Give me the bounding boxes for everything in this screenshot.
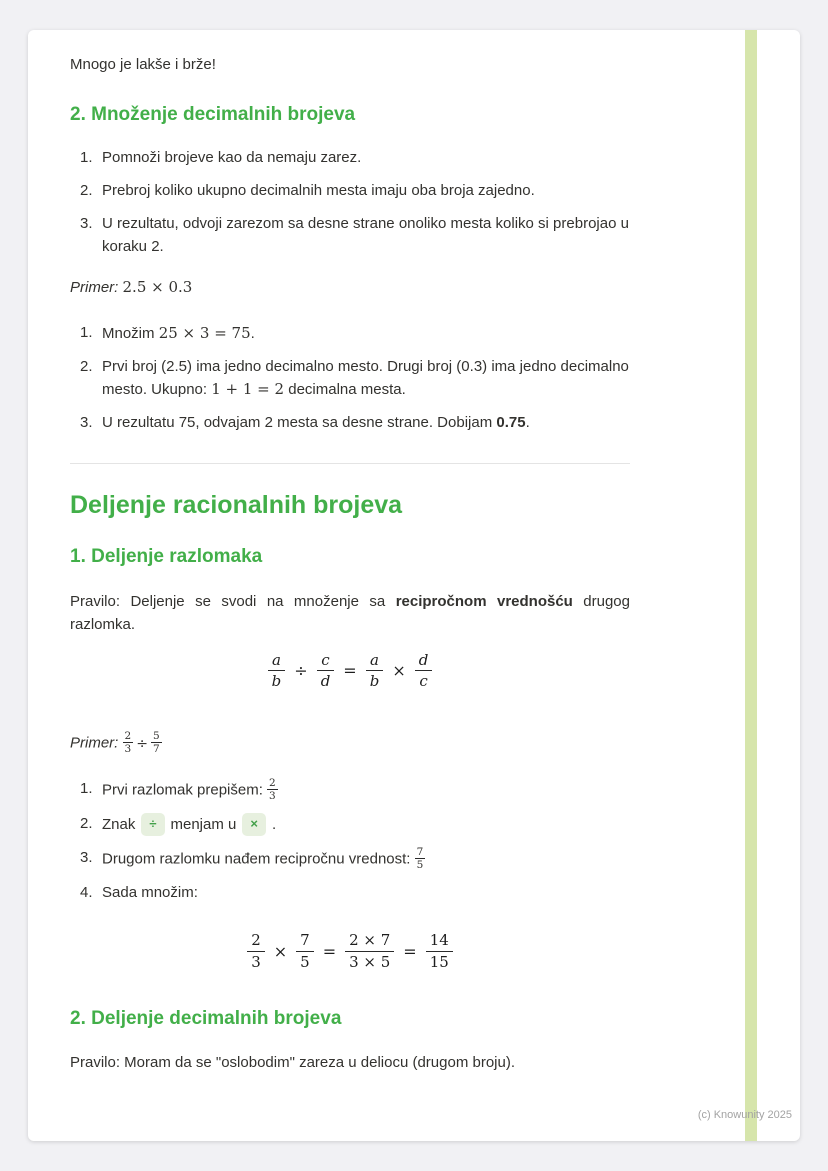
example-label: Primer: <box>70 279 119 297</box>
divide-operator: ÷ <box>294 661 308 681</box>
bold-result: 0.75 <box>496 414 526 432</box>
list-number: 1. <box>80 780 93 798</box>
inline-fraction <box>151 730 162 755</box>
text-run: . <box>250 324 255 342</box>
list-item-text: Sada množim: <box>102 884 198 902</box>
list-item <box>80 356 630 403</box>
fraction <box>366 651 384 692</box>
fraction-denominator: 3 <box>251 952 261 971</box>
fraction-denominator: 5 <box>416 859 424 872</box>
fraction <box>296 931 314 972</box>
text-run: Znak <box>102 816 136 834</box>
list-item-text <box>102 847 630 872</box>
list-item <box>80 813 630 837</box>
fraction-numerator: 5 <box>152 730 160 742</box>
list-item <box>80 322 630 346</box>
multiply-operator: × <box>392 661 406 681</box>
text-run: Prvi broj (2.5) ima jedno decimalno mesto. Drugi broj (0.3) ima jedno decimalno mesto. Ukupno: <box>102 357 629 399</box>
example-label-line <box>70 276 630 300</box>
fraction-numerator: 2 <box>247 931 265 952</box>
document-content <box>28 30 800 1141</box>
text-run: Drugom razlomku nađem recipročnu vrednost: <box>102 850 415 868</box>
list-item-text: Pomnoži brojeve kao da nemaju zarez. <box>102 149 362 167</box>
list-item-text <box>102 356 630 403</box>
formula-division-rule <box>70 651 630 692</box>
list-item <box>80 147 630 170</box>
text-run: decimalna mesta. <box>284 381 406 399</box>
equals-sign: = <box>322 941 337 961</box>
fraction <box>247 931 265 972</box>
fraction-denominator: 5 <box>300 952 310 971</box>
section-heading-multiplication: 2. Množenje decimalnih brojeva <box>70 103 356 125</box>
fraction-denominator: 3 × 5 <box>349 952 391 971</box>
text-run: . <box>525 414 530 432</box>
fraction-denominator: d <box>320 672 331 691</box>
formula-multiplication-result <box>70 931 630 972</box>
fraction <box>268 651 286 692</box>
list-number: 1. <box>80 323 93 341</box>
fraction-numerator: 14 <box>426 931 453 952</box>
text-run: U rezultatu 75, odvajam 2 mesta sa desne strane. Dobijam <box>102 414 497 432</box>
fraction-numerator: 2 <box>124 730 132 742</box>
fraction-numerator: d <box>415 651 433 672</box>
fraction-denominator: b <box>271 672 282 691</box>
fraction-denominator: 15 <box>429 952 449 971</box>
fraction <box>426 931 453 972</box>
list-item-text: Prebroj koliko ukupno decimalnih mesta imaju oba broja zajedno. <box>102 181 535 199</box>
fraction-numerator: c <box>317 651 335 672</box>
copyright-text: (c) Knowunity 2025 <box>697 1109 792 1121</box>
fraction-numerator: 7 <box>296 931 314 952</box>
section-heading-division: Deljenje racionalnih brojeva <box>70 491 403 520</box>
subsection-heading-fraction-division: 1. Deljenje razlomaka <box>70 546 263 568</box>
list-number: 2. <box>80 815 93 833</box>
list-number: 4. <box>80 884 93 902</box>
fraction-numerator: 7 <box>416 846 424 859</box>
list-number: 3. <box>80 849 93 867</box>
fraction-numerator: 2 <box>269 777 276 790</box>
multiply-operator: × <box>273 941 288 961</box>
fraction <box>415 651 433 692</box>
text-run: Prvi razlomak prepišem: <box>102 781 268 799</box>
multiplication-rules-list <box>70 147 630 258</box>
list-item <box>80 847 630 872</box>
divide-sign-badge: ÷ <box>141 813 164 836</box>
list-number: 3. <box>80 414 93 432</box>
inline-math: 25 × 3 = 75 <box>158 323 251 342</box>
list-item <box>80 412 630 435</box>
document-page <box>28 30 800 1141</box>
list-item-text <box>102 813 630 837</box>
example-expression: 2.5 × 0.3 <box>122 278 193 297</box>
list-number: 1. <box>80 149 93 167</box>
list-item <box>80 778 630 803</box>
inline-fraction <box>267 777 278 802</box>
intro-text: Mnogo je lakše i brže! <box>70 56 216 73</box>
text-run: drugog razlomka. <box>70 593 630 634</box>
list-item-text <box>102 778 630 803</box>
fraction <box>317 651 335 692</box>
text-run: . <box>271 816 277 834</box>
text-run: menjam u <box>170 816 237 834</box>
fraction-numerator: 2 × 7 <box>345 931 394 952</box>
list-item-text: U rezultatu, odvoji zarezom sa desne strane onoliko mesta koliko si prebrojao u koraku 2. <box>102 214 629 255</box>
multiplication-example-list <box>70 322 630 435</box>
equals-sign: = <box>343 661 357 681</box>
list-item-text <box>102 322 630 346</box>
list-item <box>80 213 630 259</box>
fraction-denominator: 3 <box>124 743 132 756</box>
rule-paragraph <box>70 590 630 637</box>
inline-fraction <box>415 846 426 871</box>
division-steps-list <box>70 778 630 905</box>
subsection-heading-decimal-division: 2. Deljenje decimalnih brojeva <box>70 1008 342 1030</box>
inline-fraction <box>123 730 134 755</box>
list-item <box>80 882 630 905</box>
list-number: 3. <box>80 214 93 232</box>
list-number: 2. <box>80 357 93 375</box>
multiply-sign-badge: × <box>242 813 266 836</box>
fraction-denominator: 7 <box>152 743 160 756</box>
list-item <box>80 180 630 203</box>
inline-math: 1 + 1 = 2 <box>211 380 285 399</box>
fraction-denominator: c <box>419 672 428 691</box>
fraction-numerator: a <box>366 651 384 672</box>
text-run: Pravilo: Deljenje se svodi na množenje sa <box>70 593 396 610</box>
rule-paragraph: Pravilo: Moram da se "oslobodim" zareza u deliocu (drugom broju). <box>70 1054 516 1072</box>
equals-sign: = <box>403 941 417 961</box>
list-number: 2. <box>80 181 93 199</box>
example-label: Primer: <box>70 734 119 752</box>
fraction-denominator: b <box>369 672 380 691</box>
section-divider <box>70 463 630 464</box>
text-run: Množim <box>102 324 159 342</box>
list-item-text <box>102 412 630 435</box>
bold-term: recipročnom vrednošću <box>395 593 573 610</box>
fraction-denominator: 3 <box>269 790 276 803</box>
fraction <box>345 931 394 972</box>
divide-operator: ÷ <box>136 735 148 752</box>
fraction-numerator: a <box>268 651 286 672</box>
example-label-line <box>70 731 630 756</box>
